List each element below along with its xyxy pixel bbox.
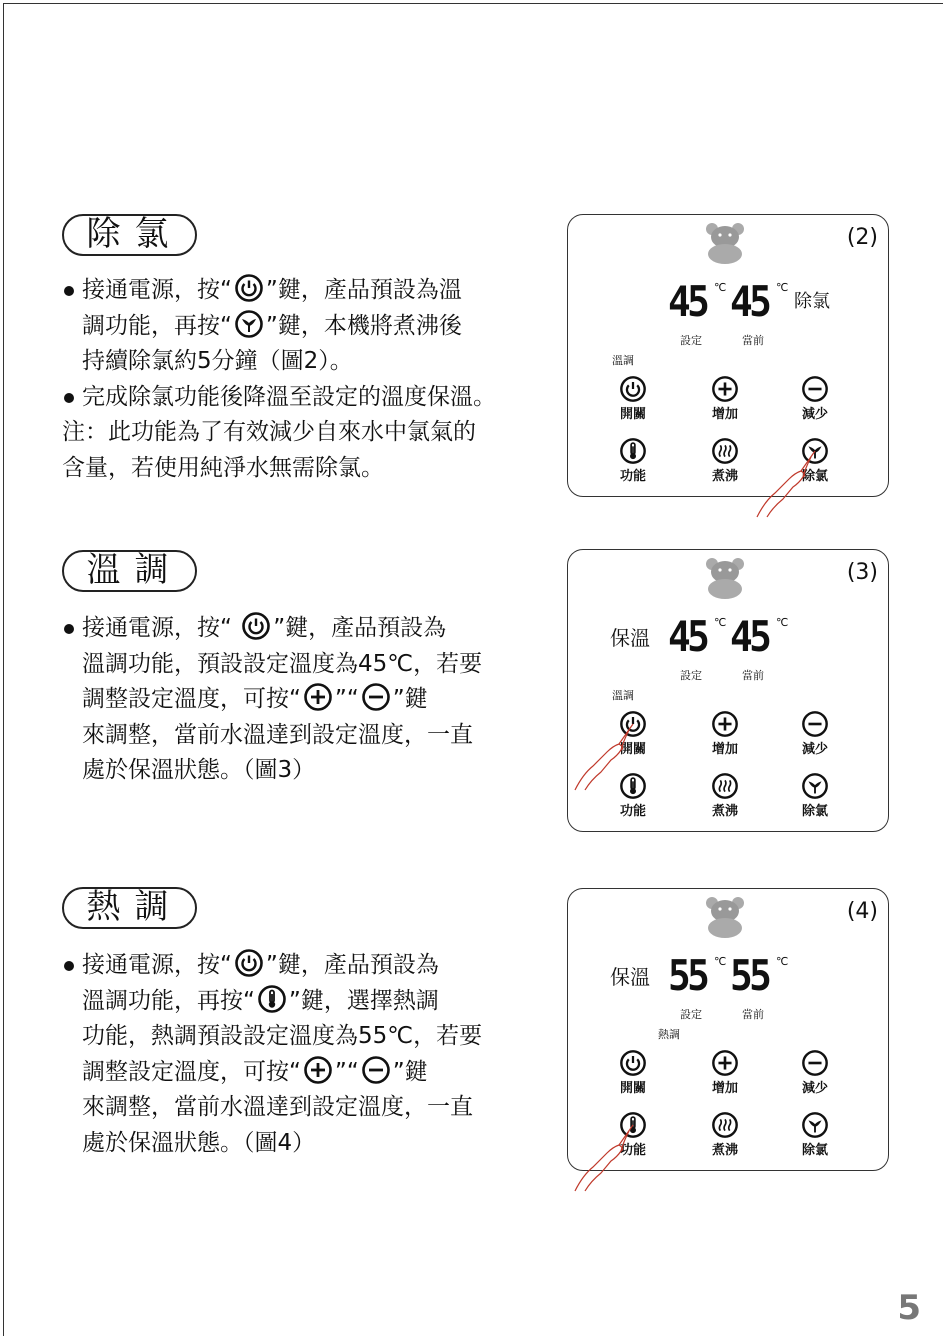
pointing-hand-icon — [571, 1123, 641, 1193]
text-fragment: 處於保溫狀態。（圖4） — [82, 1129, 316, 1156]
text-fragment: 完成除氯功能後降溫至設定的溫度保溫。 — [82, 383, 496, 410]
mode-indicator: 除氯 — [794, 291, 830, 312]
text-line — [62, 718, 532, 754]
button-label: 除氯 — [801, 469, 828, 484]
text-fragment: ”“ — [334, 686, 359, 712]
bear-logo-icon — [700, 894, 750, 938]
boil-icon — [711, 1111, 739, 1139]
plus-button[interactable] — [700, 375, 750, 422]
plus-icon — [303, 1055, 333, 1085]
button-label: 煮沸 — [711, 1143, 738, 1158]
text-fragment: 來調整，當前水溫達到設定溫度，一直 — [82, 1094, 473, 1120]
text-line — [62, 647, 532, 683]
minus-button[interactable] — [790, 1049, 840, 1096]
minus-icon — [361, 682, 391, 712]
power-icon — [234, 948, 264, 978]
power-button[interactable] — [608, 375, 658, 422]
text-fragment: 接通電源，按“ — [82, 952, 232, 978]
button-label: 煮沸 — [711, 804, 738, 819]
power-icon — [234, 948, 264, 978]
text-line — [62, 451, 532, 487]
plus-button[interactable] — [700, 1049, 750, 1096]
small-mode-label: 溫調 — [612, 354, 634, 367]
current-label: 當前 — [742, 1008, 764, 1021]
text-line — [62, 1019, 532, 1055]
text-line — [62, 380, 532, 416]
set-label: 設定 — [680, 334, 702, 347]
text-fragment: ”鍵 — [392, 1058, 428, 1085]
text-fragment: ”鍵 — [392, 686, 428, 712]
dechlor-icon — [801, 772, 829, 800]
button-label: 減少 — [801, 1081, 828, 1096]
text-fragment: 調整設定溫度，可按“ — [82, 686, 301, 712]
celsius-unit: ℃ — [776, 955, 789, 968]
power-button[interactable] — [608, 1049, 658, 1096]
boil-button[interactable] — [700, 1111, 750, 1158]
plus-icon — [303, 1055, 333, 1085]
text-line — [62, 344, 532, 380]
plus-icon — [711, 710, 739, 738]
current-temperature: 55 — [730, 951, 769, 1000]
minus-button[interactable] — [790, 375, 840, 422]
button-label: 開關 — [619, 742, 646, 757]
power-icon — [234, 273, 264, 303]
pointing-hand-icon — [571, 722, 641, 792]
set-temperature: 45 — [668, 612, 707, 661]
boil-icon — [711, 772, 739, 800]
button-label: 功能 — [619, 469, 646, 484]
text-fragment: 處於保溫狀態。（圖3） — [82, 757, 316, 783]
text-fragment: ”鍵，產品預設為 — [265, 952, 439, 978]
text-line — [62, 309, 532, 345]
text-fragment: 接通電源，按“ — [82, 615, 240, 641]
text-line — [62, 948, 532, 984]
button-label: 增加 — [711, 407, 738, 422]
minus-button[interactable] — [790, 710, 840, 757]
text-fragment: ”鍵，選擇熱調 — [288, 987, 439, 1014]
text-line — [62, 753, 532, 789]
text-fragment: 調整設定溫度，可按“ — [82, 1058, 301, 1085]
bullet-dot — [64, 961, 74, 971]
minus-icon — [801, 710, 829, 738]
power-icon — [241, 611, 271, 641]
section-title-dechlorination: 除氯 — [62, 214, 197, 256]
celsius-unit: ℃ — [714, 281, 727, 294]
minus-icon — [361, 1055, 391, 1085]
text-fragment: 注：此功能為了有效減少自來水中氯氣的 — [62, 419, 476, 445]
boil-button[interactable] — [700, 437, 750, 484]
section-title-warm-mode: 溫調 — [62, 550, 197, 592]
button-label: 除氯 — [801, 1143, 828, 1158]
celsius-unit: ℃ — [776, 616, 789, 629]
text-fragment: ”鍵，產品預設為溫 — [265, 277, 462, 303]
celsius-unit: ℃ — [714, 616, 727, 629]
button-label: 開關 — [619, 1081, 646, 1096]
figure-label: (3) — [846, 560, 878, 585]
set-temperature: 55 — [668, 951, 707, 1000]
celsius-unit: ℃ — [776, 281, 789, 294]
minus-icon — [361, 682, 391, 712]
plus-icon — [711, 375, 739, 403]
set-label: 設定 — [680, 1008, 702, 1021]
bear-logo-icon — [700, 220, 750, 264]
text-line — [62, 984, 532, 1020]
power-icon — [234, 273, 264, 303]
minus-icon — [801, 1049, 829, 1077]
text-fragment: ”“ — [334, 1058, 359, 1085]
section-text-dechlorination — [62, 273, 532, 486]
mode-indicator: 保溫 — [610, 626, 650, 650]
text-line — [62, 273, 532, 309]
boil-button[interactable] — [700, 772, 750, 819]
thermo-icon — [257, 984, 287, 1014]
small-mode-label: 溫調 — [612, 689, 634, 702]
plus-button[interactable] — [700, 710, 750, 757]
pointing-hand-icon — [753, 449, 823, 519]
text-fragment: 持續除氯約5分鐘（圖2）。 — [82, 348, 353, 374]
text-fragment: 功能，熱調預設設定溫度為55℃，若要 — [82, 1023, 483, 1049]
text-fragment: ”鍵，本機將煮沸後 — [265, 312, 462, 339]
boil-icon — [711, 437, 739, 465]
text-line — [62, 682, 532, 718]
text-line — [62, 415, 532, 451]
dechlor-icon — [234, 309, 264, 339]
set-temperature: 45 — [668, 277, 707, 326]
text-fragment: 溫調功能，預設設定溫度為45℃，若要 — [82, 650, 483, 677]
text-fragment: 調功能，再按“ — [82, 312, 232, 339]
button-label: 煮沸 — [711, 469, 738, 484]
text-fragment: 接通電源，按“ — [82, 277, 232, 303]
bullet-dot — [64, 624, 74, 634]
power-icon — [619, 375, 647, 403]
control-panel-figure-4 — [567, 888, 889, 1171]
figure-label: (2) — [846, 225, 878, 250]
thermo-icon — [257, 984, 287, 1014]
temperature-display — [668, 951, 888, 1000]
button-label: 除氯 — [801, 804, 828, 819]
button-label: 增加 — [711, 1081, 738, 1096]
dechlor-icon — [801, 1111, 829, 1139]
bullet-dot — [64, 393, 74, 403]
text-fragment: 含量，若使用純淨水無需除氯。 — [62, 454, 384, 481]
dechlor-button[interactable] — [790, 1111, 840, 1158]
section-text-hot-mode — [62, 948, 532, 1161]
power-icon — [241, 611, 271, 641]
button-label: 功能 — [619, 804, 646, 819]
current-label: 當前 — [742, 669, 764, 682]
figure-label: (4) — [846, 899, 878, 924]
plus-icon — [303, 682, 333, 712]
control-panel-figure-3 — [567, 549, 889, 832]
minus-icon — [361, 1055, 391, 1085]
plus-icon — [303, 682, 333, 712]
button-label: 減少 — [801, 407, 828, 422]
dechlor-button[interactable] — [790, 772, 840, 819]
temperature-display — [668, 612, 888, 661]
bear-logo-icon — [700, 555, 750, 599]
text-line — [62, 1126, 532, 1162]
mode-indicator: 保溫 — [610, 965, 650, 989]
power-icon — [619, 1049, 647, 1077]
section-title-hot-mode: 熱調 — [62, 887, 197, 929]
button-label: 功能 — [619, 1143, 646, 1158]
text-fragment: 來調整，當前水溫達到設定溫度，一直 — [82, 721, 473, 748]
thermo-button[interactable] — [608, 437, 658, 484]
section-text-warm-mode — [62, 611, 532, 789]
control-panel-figure-2 — [567, 214, 889, 497]
current-label: 當前 — [742, 334, 764, 347]
minus-icon — [801, 375, 829, 403]
dechlor-icon — [234, 309, 264, 339]
celsius-unit: ℃ — [714, 955, 727, 968]
text-line — [62, 611, 532, 647]
button-label: 減少 — [801, 742, 828, 757]
current-temperature: 45 — [730, 612, 769, 661]
thermo-icon — [619, 437, 647, 465]
bullet-dot — [64, 286, 74, 296]
temperature-display — [668, 277, 888, 326]
text-line — [62, 1055, 532, 1091]
text-fragment: ”鍵，產品預設為 — [273, 615, 447, 641]
small-mode-label: 熱調 — [658, 1028, 680, 1041]
text-fragment: 溫調功能，再按“ — [82, 987, 255, 1014]
current-temperature: 45 — [730, 277, 769, 326]
text-line — [62, 1090, 532, 1126]
set-label: 設定 — [680, 669, 702, 682]
page-number: 5 — [897, 1288, 921, 1328]
plus-icon — [711, 1049, 739, 1077]
button-label: 開關 — [619, 407, 646, 422]
button-label: 增加 — [711, 742, 738, 757]
